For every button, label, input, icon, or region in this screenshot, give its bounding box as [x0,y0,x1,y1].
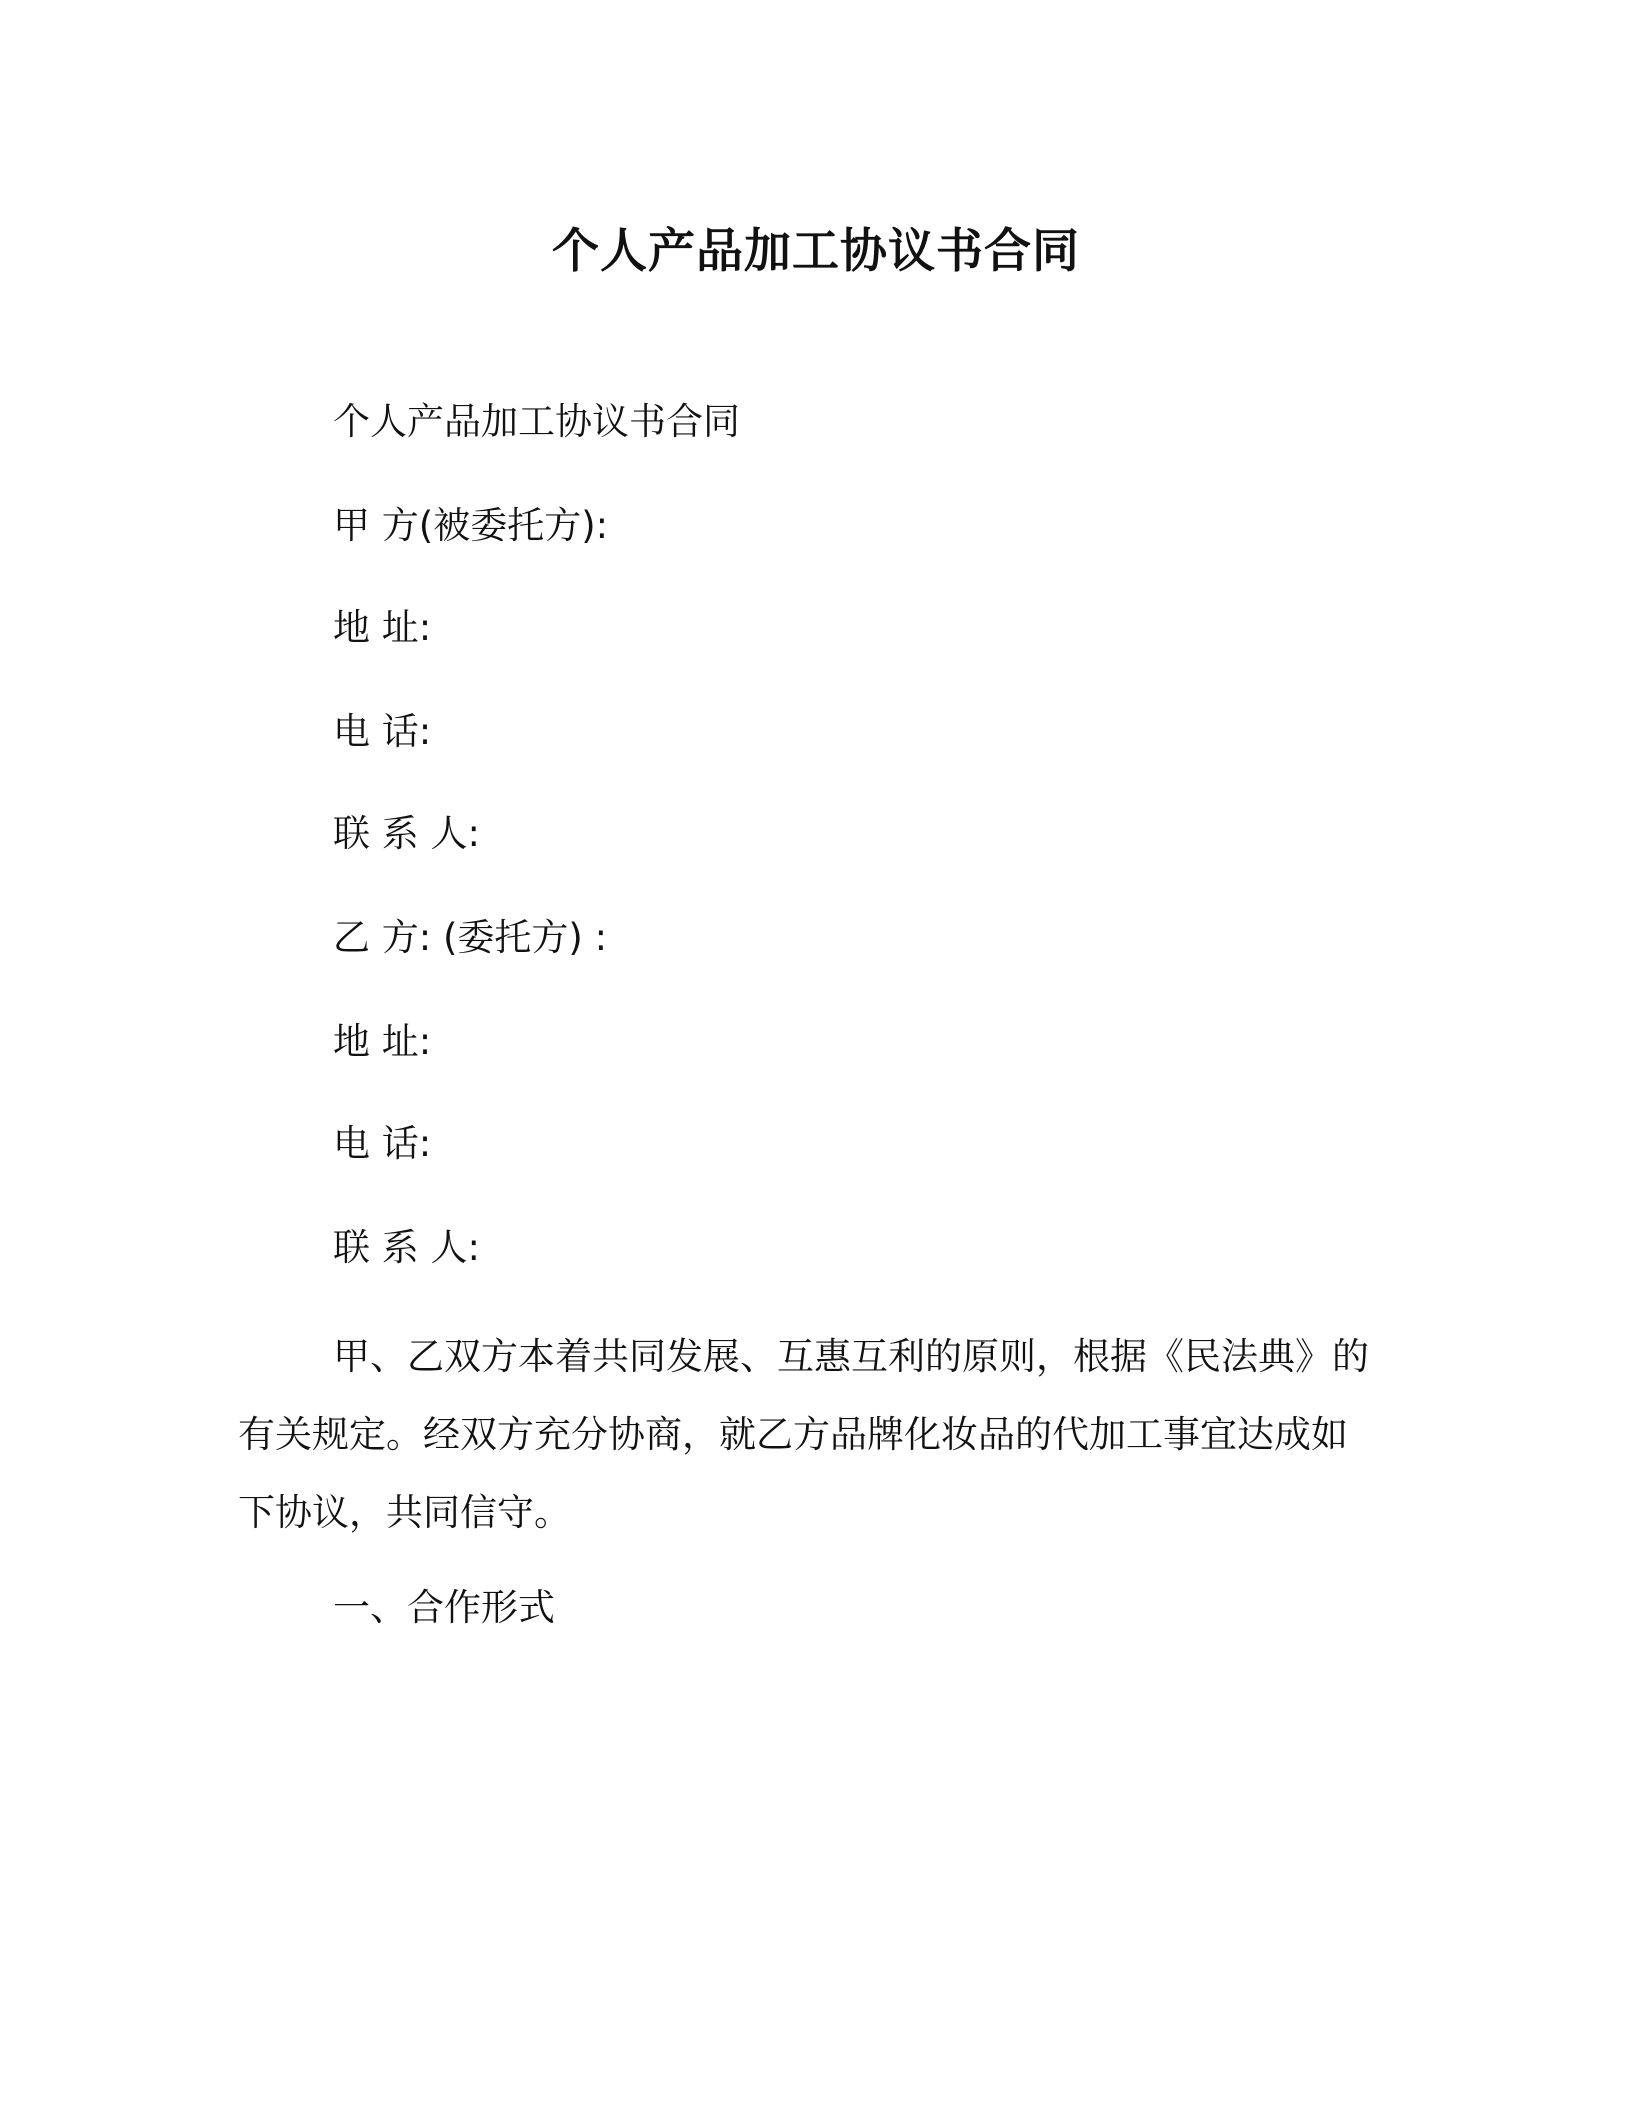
document-subtitle: 个人产品加工协议书合同 [333,400,740,443]
intro-paragraph: 甲、乙双方本着共同发展、互惠互利的原则，根据《民法典》的有关规定。经双方充分协商，就乙方品牌化妆品的代加工事宜达成如下协议，共同信守。 [238,1335,1369,1534]
party-a-phone-label: 电 话: [333,710,432,753]
section-1-heading: 一、合作形式 [333,1586,555,1629]
party-a-contact-label: 联 系 人: [333,812,480,855]
party-a-heading: 甲 方(被委托方): [333,504,609,547]
party-b-phone-label: 电 话: [333,1122,432,1165]
document-title: 个人产品加工协议书合同 [552,224,1080,279]
party-a-address-label: 地 址: [333,606,432,649]
party-b-contact-label: 联 系 人: [333,1226,480,1269]
party-b-address-label: 地 址: [333,1020,432,1063]
party-b-heading: 乙 方: (委托方) : [333,916,608,959]
